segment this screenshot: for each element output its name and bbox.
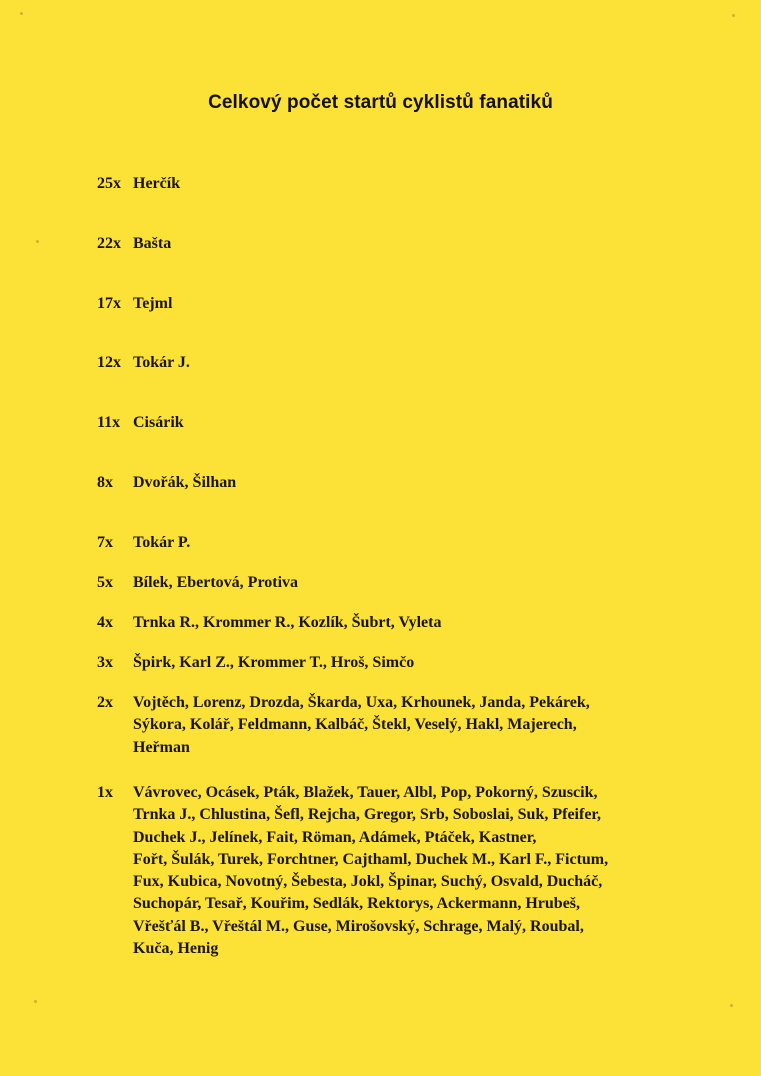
entry-count: 7x — [97, 534, 113, 551]
names-line: Dvořák, Šilhan — [133, 474, 237, 491]
entry-names — [133, 472, 663, 494]
names-line: Bašta — [133, 235, 172, 252]
entry-names — [133, 233, 663, 255]
entry-count: 5x — [97, 574, 113, 591]
names-line: Suchopár, Tesař, Kouřim, Sedlák, Rektorys, Ackermann, Hrubeš, — [133, 895, 581, 913]
entry-count: 1x — [97, 784, 113, 801]
names-line: Vřešťál B., Vřeštál M., Guse, Mirošovský, Schrage, Malý, Roubal, — [133, 917, 584, 935]
entry-count: 3x — [97, 654, 113, 671]
names-line: Fux, Kubica, Novotný, Šebesta, Jokl, Špinar, Suchý, Osvald, Ducháč, — [133, 873, 603, 891]
names-line: Cisárik — [133, 414, 184, 431]
entry-count: 2x — [97, 694, 113, 711]
entry-count: 12x — [97, 354, 121, 371]
entry-names — [133, 692, 663, 759]
paper-speck — [34, 1000, 37, 1003]
entry-names — [133, 293, 663, 315]
entry-names — [133, 782, 663, 960]
entry-names — [133, 532, 663, 554]
names-line: Tejml — [133, 295, 173, 312]
names-line: Kuča, Henig — [133, 940, 219, 958]
entry-count: 8x — [97, 474, 113, 491]
paper-speck — [732, 14, 735, 17]
entry-count: 11x — [97, 414, 121, 431]
entry-names — [133, 173, 663, 195]
paper-speck — [730, 1004, 733, 1007]
entry-count: 4x — [97, 614, 113, 631]
entry-names — [133, 572, 663, 594]
names-line: Špirk, Karl Z., Krommer T., Hroš, Simčo — [133, 654, 415, 671]
names-line: Tokár P. — [133, 534, 191, 551]
entry-names — [133, 612, 663, 634]
entry-count: 17x — [97, 295, 121, 312]
names-line: Heřman — [133, 738, 190, 756]
entry-names — [133, 352, 663, 374]
paper-speck — [20, 12, 23, 15]
paper-speck — [36, 240, 39, 243]
names-line: Sýkora, Kolář, Feldmann, Kalbáč, Štekl, Veselý, Hakl, Majerech, — [133, 716, 577, 734]
entry-count: 22x — [97, 235, 121, 252]
names-line: Vojtěch, Lorenz, Drozda, Škarda, Uxa, Krhounek, Janda, Pekárek, — [133, 694, 590, 711]
names-line: Herčík — [133, 175, 181, 192]
entry-names — [133, 652, 663, 674]
entry-count: 25x — [97, 175, 121, 192]
names-line: Tokár J. — [133, 354, 190, 371]
names-line: Bílek, Ebertová, Protiva — [133, 574, 299, 591]
names-line: Fořt, Šulák, Turek, Forchtner, Cajthaml, Duchek M., Karl F., Fictum, — [133, 850, 609, 868]
names-line: Duchek J., Jelínek, Fait, Röman, Adámek, Ptáček, Kastner, — [133, 828, 537, 846]
entry-names — [133, 412, 663, 434]
names-line: Trnka R., Krommer R., Kozlík, Šubrt, Vyleta — [133, 614, 442, 631]
names-line: Vávrovec, Ocásek, Pták, Blažek, Tauer, Albl, Pop, Pokorný, Szuscik, — [133, 784, 598, 801]
document-title: Celkový počet startů cyklistů fanatiků — [208, 92, 553, 113]
names-line: Trnka J., Chlustina, Šefl, Rejcha, Gregor, Srb, Soboslai, Suk, Pfeifer, — [133, 806, 602, 824]
